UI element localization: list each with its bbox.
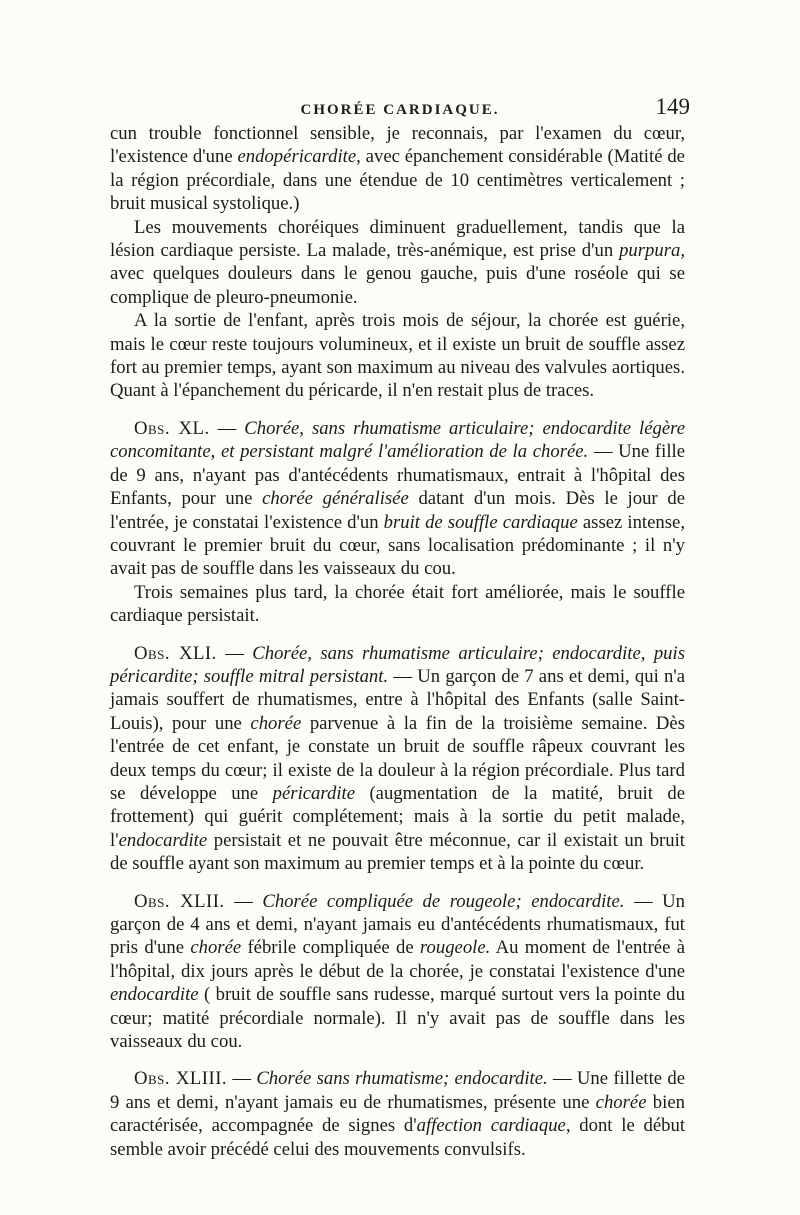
- body-text: [110, 122, 685, 1161]
- italic-term: chorée: [595, 1091, 647, 1113]
- text-run: — Une fille de 9 ans, n'ayant pas d'antécédents rhumatismaux, entrait à l'hôpital des Enfants, pour une: [110, 441, 685, 510]
- text-run: — Une fillette de 9 ans et demi, n'ayant jamais eu de rhumatismes, présente une: [110, 1068, 685, 1113]
- paragraph: [110, 216, 685, 310]
- italic-term: endocardite: [110, 984, 199, 1006]
- running-title: CHORÉE CARDIAQUE.: [300, 102, 500, 118]
- observation-42: [110, 890, 685, 1054]
- text-run: bien caractérisée, accompagnée de signes d': [110, 1091, 685, 1137]
- text-run: fébrile compliquée de: [241, 937, 420, 959]
- observation-title: Chorée sans rhumatisme; endocardite.: [256, 1068, 548, 1090]
- italic-term: endopéricardite: [237, 146, 357, 168]
- paragraph: [110, 581, 685, 628]
- text-run: Trois semaines plus tard, la chorée était fort améliorée, mais le souffle cardiaque persistait.: [110, 581, 685, 627]
- text-run: —: [224, 890, 263, 912]
- text-run: dont le début semble avoir précédé celui des mouvements convulsifs.: [110, 1115, 686, 1160]
- text-run: —: [216, 642, 253, 664]
- text-run: avec quelques douleurs dans le genou gauche, puis d'une roséole qui se complique de pleuro-pneumonie.: [110, 263, 685, 308]
- italic-term: chorée généralisée: [262, 488, 409, 510]
- page-header: [110, 94, 690, 124]
- text-run: — Un garçon de 4 ans et demi, n'ayant jamais eu d'antécédents rhumatismaux, fut pris d'une: [110, 890, 686, 959]
- observation-41: [110, 642, 685, 876]
- text-run: , avec épanchement considérable (Matité de la région précordiale, dans une étendue de 10 centimètres verticalement ; bruit musical systolique.): [110, 146, 685, 215]
- observation-label: Obs. XLIII.: [134, 1068, 228, 1090]
- text-run: persistait et ne pouvait être méconnue, car il existait un bruit de souffle ayant son maximum au premier temps et à la pointe du cœur.: [110, 829, 685, 875]
- observation-title: Chorée, sans rhumatisme articulaire; endocardite, puis péricardite; souffle mitral persistant.: [110, 642, 685, 687]
- italic-term: rougeole.: [419, 937, 491, 959]
- observation-43: [110, 1067, 685, 1161]
- italic-term: affection cardiaque,: [416, 1115, 571, 1137]
- observation-title: Chorée, sans rhumatisme articulaire; endocardite légère concomitante, et persistant malgré l'amélioration de la chorée.: [110, 417, 686, 463]
- text-run: —: [209, 417, 245, 439]
- text-run: ( bruit de souffle sans rudesse, marqué surtout vers la pointe du cœur; matité précordiale normale). Il n'y avait pas de souffle dans les vaisseaux du cou.: [110, 984, 685, 1053]
- page-number: 149: [655, 94, 690, 119]
- text-run: Au moment de l'entrée à l'hôpital, dix jours après le début de la chorée, je constatai l'existence d'une: [110, 937, 685, 982]
- paragraph: [110, 309, 685, 403]
- text-run: —: [227, 1068, 257, 1090]
- text-run: assez intense, couvrant le premier bruit du cœur, sans localisation prédominante ; il n'y avait pas de souffle dans les vaisseaux du cou.: [110, 511, 685, 580]
- text-run: datant d'un mois. Dès le jour de l'entrée, je constatai l'existence d'un: [110, 488, 685, 533]
- italic-term: bruit de souffle cardiaque: [383, 511, 578, 533]
- text-run: — Un garçon de 7 ans et demi, qui n'a jamais souffert de rhumatismes, entre à l'hôpital des Enfants (salle Saint-Louis), pour une: [110, 665, 685, 734]
- observation-40: [110, 417, 685, 581]
- italic-term: endocardite: [118, 829, 208, 851]
- italic-term: purpura,: [619, 240, 685, 262]
- observation-label: Obs. XL.: [134, 417, 210, 439]
- observation-title: Chorée compliquée de rougeole; endocardite.: [262, 890, 625, 912]
- text-run: (augmentation de la matité, bruit de frottement) qui guérit complétement; mais à la sortie du petit malade, l': [110, 782, 685, 851]
- text-run: cun trouble fonctionnel sensible, je reconnais, par l'examen du cœur, l'existence d'une: [110, 123, 685, 168]
- observation-label: Obs. XLII.: [134, 890, 225, 912]
- observation-label: Obs. XLI.: [134, 642, 217, 664]
- paragraph-continuation: [110, 122, 685, 216]
- text-run: A la sortie de l'enfant, après trois mois de séjour, la chorée est guérie, mais le cœur reste toujours volumineux, et il existe un bruit de souffle assez fort au premier temps, ayant son maximum au niveau des valvules aortiques. Quant à l'épanchement du péricarde, il n'en restait plus de traces.: [110, 310, 685, 402]
- italic-term: péricardite: [272, 782, 355, 804]
- text-run: Les mouvements choréiques diminuent graduellement, tandis que la lésion cardiaque persiste. La malade, très-anémique, est prise d'un: [110, 216, 685, 262]
- italic-term: chorée: [190, 937, 242, 959]
- italic-term: chorée: [250, 712, 302, 734]
- text-run: parvenue à la fin de la troisième semaine. Dès l'entrée de cet enfant, je constate un bruit de souffle râpeux couvrant les deux temps du cœur; il existe de la douleur à la région précordiale. Plus tard se développe une: [110, 712, 685, 804]
